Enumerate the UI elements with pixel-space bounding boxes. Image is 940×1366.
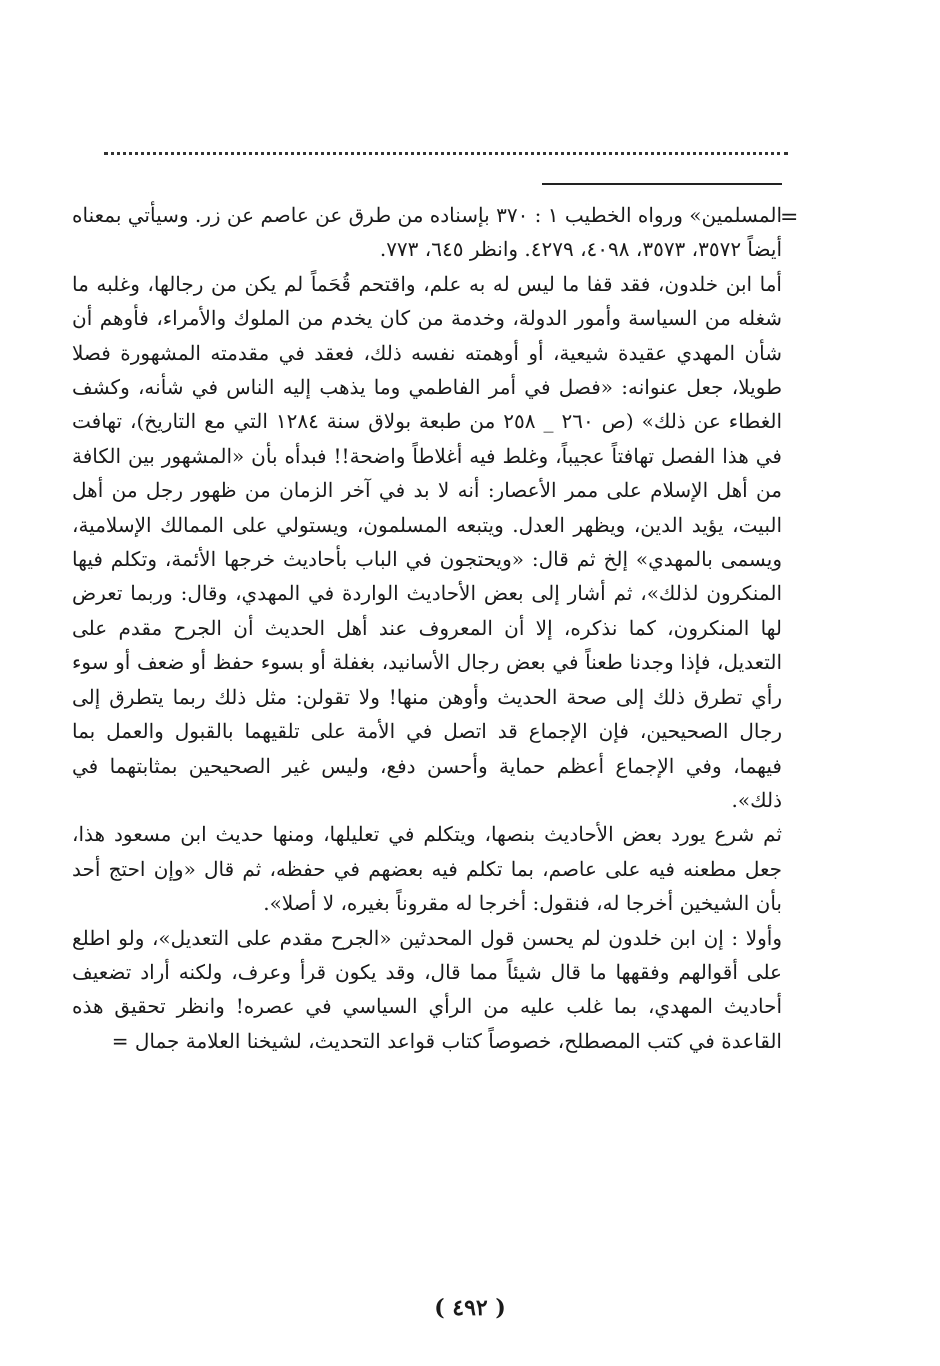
paragraph-1: المسلمين» ورواه الخطيب ١ : ٣٧٠ بإسناده من طرق عن عاصم عن زر. وسيأتي بمعناه أيضاً ٣٥٧٢، ٣٥٧٣، ٤٠٩٨، ٤٢٧٩. وانظر ٦٤٥، ٧٧٣.	[72, 203, 782, 262]
page-number: ( ٤٩٢ )	[434, 1295, 506, 1321]
continuation-mark: =	[780, 205, 799, 230]
footnote-text	[72, 198, 782, 1058]
paragraph-2: أما ابن خلدون، فقد قفا ما ليس له به علم، واقتحم قُحَماً لم يكن من رجالها، وغلبه ما شغله من السياسة وأمور الدولة، وخدمة من كان يخدم من الملوك والأمراء، فأوهم أن شأن المهدي عقيدة شيعية، أو أوهمته نفسه ذلك، فعقد في مقدمته المشهورة فصلا طويلا، جعل عنوانه: «فصل في أمر الفاطمي وما يذهب إليه الناس في شأنه، وكشف الغطاء عن ذلك» (ص ٢٦٠ _ ٢٥٨ من طبعة بولاق سنة ١٢٨٤ التي مع التاريخ)، تهافت في هذا الفصل تهافتاً عجيباً، وغلط فيه أغلاطاً واضحة!! فبدأه بأن «المشهور بين الكافة من أهل الإسلام على ممر الأعصار: أنه لا بد في آخر الزمان من ظهور رجل من أهل البيت، يؤيد الدين، ويظهر العدل. ويتبعه المسلمون، ويستولي على الممالك الإسلامية، ويسمى بالمهدي» إلخ ثم قال: «ويحتجون في الباب بأحاديث خرجها الأئمة، وتكلم فيها المنكرون لذلك»، ثم أشار إلى بعض الأحاديث الواردة في المهدي، وقال: وربما تعرض لها المنكرون، كما نذكره، إلا أن المعروف عند أهل الحديث أن الجرح مقدم على التعديل، فإذا وجدنا طعناً في بعض رجال الأسانيد، بغفلة أو بسوء حفظ أو ضعف أو سوء رأي تطرق ذلك إلى صحة الحديث وأوهن منها! ولا تقولن: مثل ذلك ربما يتطرق إلى رجال الصحيحين، فإن الإجماع قد اتصل في الأمة على تلقيهما بالقبول والعمل بما فيهما، وفي الإجماع أعظم حماية وأحسن دفع، وليس غير الصحيحين بمثابتهما في ذلك».	[72, 271, 783, 812]
paragraph-4	[72, 921, 782, 1059]
footnote-rule	[542, 183, 782, 185]
paragraph-4-text: وأولا : إن ابن خلدون لم يحسن قول المحدثين «الجرح مقدم على التعديل»، ولو اطلع على أقوالهم وفقهها ما قال شيئاً مما قال، وقد يكون قرأ وعرف، ولكنه أراد تضعيف أحاديث المهدي، بما غلب عليه من الرأي السياسي في عصره! وانظر تحقيق هذه القاعدة في كتب المصطلح، خصوصاً كتاب قواعد التحديث، لشيخنا العلامة جمال	[72, 925, 782, 1053]
trailing-continuation-mark: =	[111, 1028, 129, 1053]
dotted-separator	[104, 152, 788, 155]
paragraph-3: ثم شرع يورد بعض الأحاديث بنصها، ويتكلم في تعليلها، ومنها حديث ابن مسعود هذا، جعل مطعنه فيه على عاصم، بما تكلم فيه بعضهم في حفظه، ثم قال «وإن احتج أحد بأن الشيخين أخرجا له، فنقول: أخرجا له مقروناً بغيره، لا أصلا».	[72, 822, 783, 916]
